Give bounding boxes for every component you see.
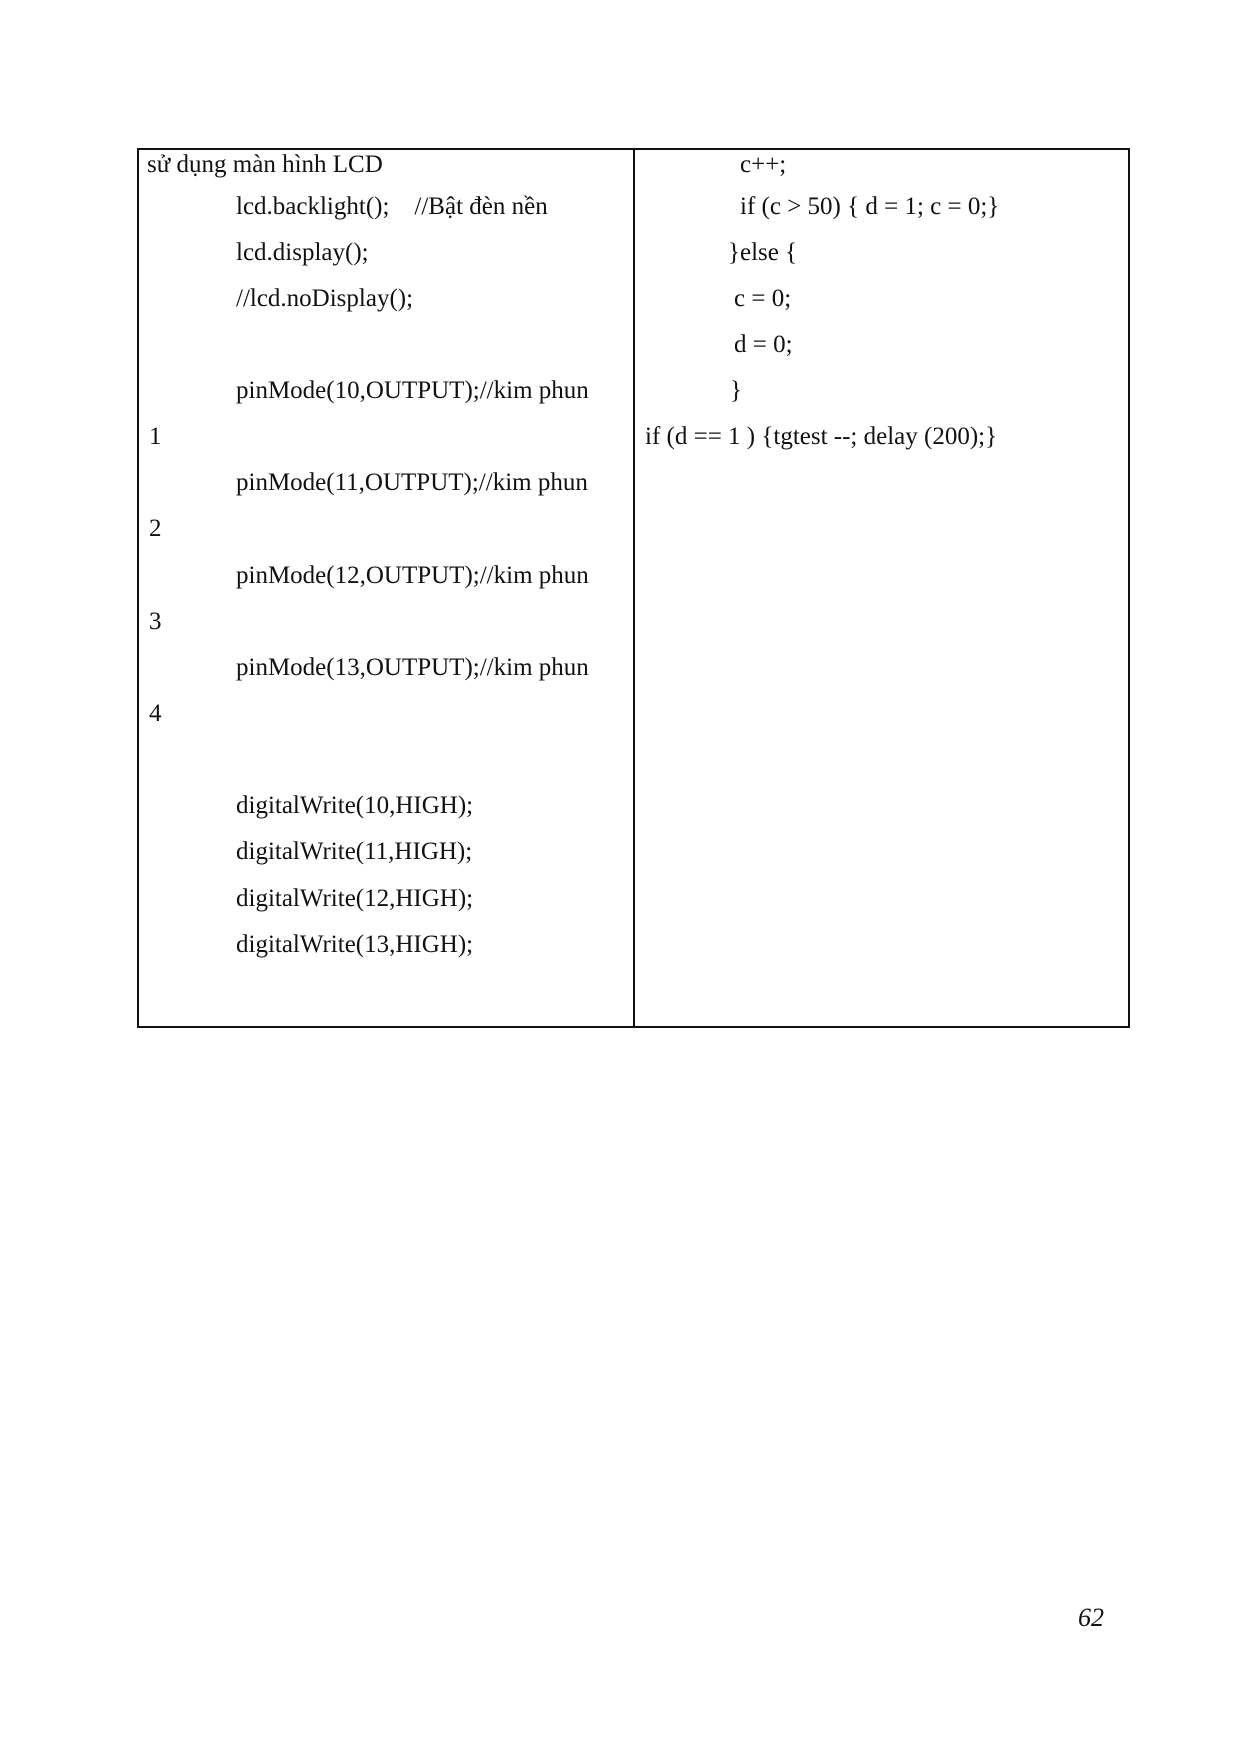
- code-line: lcd.backlight(); //Bật đèn nền: [236, 193, 548, 220]
- code-line: c = 0;: [734, 285, 792, 312]
- code-line: pinMode(12,OUTPUT);//kim phun: [236, 562, 589, 589]
- code-line: digitalWrite(10,HIGH);: [236, 792, 474, 819]
- code-line: //lcd.noDisplay();: [236, 285, 414, 312]
- right-code-column: [635, 150, 1128, 1026]
- page-number: 62: [1078, 1603, 1104, 1632]
- code-line: digitalWrite(12,HIGH);: [236, 885, 474, 912]
- code-table: [137, 148, 1130, 1028]
- code-line: pinMode(13,OUTPUT);//kim phun: [236, 654, 589, 681]
- code-line: 1: [149, 423, 162, 450]
- code-line: 4: [149, 700, 162, 727]
- code-line: pinMode(11,OUTPUT);//kim phun: [236, 469, 588, 496]
- code-line: sử dụng màn hình LCD: [147, 151, 383, 178]
- code-line: lcd.display();: [236, 239, 369, 266]
- code-line: }else {: [728, 239, 798, 266]
- code-line: 3: [149, 608, 162, 635]
- code-line: if (c > 50) { d = 1; c = 0;}: [740, 193, 1000, 220]
- code-line: d = 0;: [734, 331, 793, 358]
- code-line: }: [730, 377, 742, 404]
- code-line: c++;: [740, 151, 787, 178]
- code-line: pinMode(10,OUTPUT);//kim phun: [236, 377, 589, 404]
- code-line: digitalWrite(13,HIGH);: [236, 931, 474, 958]
- code-line: 2: [149, 515, 162, 542]
- code-line: digitalWrite(11,HIGH);: [236, 838, 473, 865]
- code-line: if (d == 1 ) {tgtest --; delay (200);}: [645, 423, 998, 450]
- left-code-column: [139, 150, 635, 1026]
